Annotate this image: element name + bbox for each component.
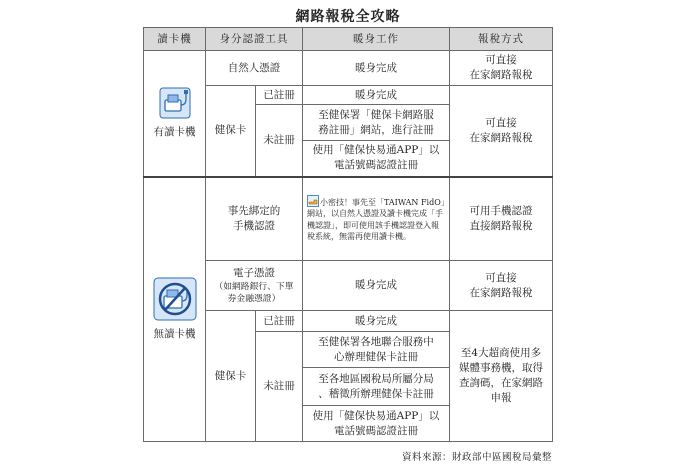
nhi-card-cell: 健保卡 <box>206 86 256 177</box>
ecert-label: 電子憑證 <box>233 267 275 279</box>
group-without-reader-label: 無讀卡機 <box>153 327 196 340</box>
natural-cert-method <box>450 51 553 86</box>
method-line: 在家網路報稅 <box>469 69 533 81</box>
mobile-tip <box>303 177 450 261</box>
work-line: 電話號碼認證註冊 <box>334 159 418 172</box>
registered-work: 暖身完成 <box>303 86 450 105</box>
method-line: 媒體事務機，取得 <box>459 362 543 374</box>
natural-cert-work: 暖身完成 <box>303 51 450 86</box>
method-line: 至4大超商使用多 <box>460 347 542 359</box>
table-header-row <box>144 28 553 51</box>
unregistered-work-2 <box>303 141 450 177</box>
unregistered-work-a <box>303 332 450 368</box>
method-line: 申報 <box>490 392 512 404</box>
group-with-reader-label: 有讀卡機 <box>153 125 196 138</box>
unregistered-cell-2: 未註冊 <box>256 332 303 442</box>
source-note: 資料來源：財政部中區國稅局彙整 <box>401 452 552 463</box>
work-line: 使用「健保快易通APP」以 <box>312 409 440 422</box>
registered-work-2: 暖身完成 <box>303 311 450 332</box>
unregistered-work-b <box>303 368 450 406</box>
method-line: 在家網路報稅 <box>469 131 533 144</box>
nhi-method-2 <box>450 311 553 442</box>
header-filing-method: 報稅方式 <box>450 28 553 51</box>
table-row <box>144 311 553 332</box>
ecert-cell <box>206 261 303 311</box>
method-line: 在家網路報稅 <box>469 286 533 299</box>
group-with-reader <box>144 51 206 177</box>
header-warmup: 暖身工作 <box>303 28 450 51</box>
work-line: 至健保署「健保卡網路服 <box>318 108 434 121</box>
table-row <box>144 51 553 86</box>
ecert-note: 券金融憑證） <box>227 294 281 304</box>
table-row <box>144 177 553 261</box>
table-row <box>144 86 553 105</box>
pointing-hand-icon <box>307 195 319 207</box>
method-line: 查詢碼，在家網路 <box>459 377 543 389</box>
page-title: 網路報稅全攻略 <box>295 9 401 25</box>
work-line: 務註冊」網站，進行註冊 <box>318 123 434 136</box>
method-line: 可直接 <box>485 54 517 66</box>
ecert-method <box>450 261 553 311</box>
work-line: 電話號碼認證註冊 <box>334 424 418 437</box>
mobile-method <box>450 177 553 261</box>
unregistered-work-1 <box>303 105 450 141</box>
method-line: 可直接 <box>485 271 517 284</box>
unregistered-work-c <box>303 406 450 442</box>
unregistered-cell: 未註冊 <box>256 105 303 177</box>
method-line: 可直接 <box>485 116 517 129</box>
group-without-reader <box>144 177 206 442</box>
work-line: 心辦理健保卡註冊 <box>334 350 418 363</box>
work-line: 至各地區國稅局所屬分局 <box>318 372 434 385</box>
ecert-note: （如網路銀行、下單 <box>214 282 294 292</box>
mobile-line: 事先綁定的 <box>227 204 281 217</box>
method-line: 可用手機認證 <box>469 204 533 217</box>
method-line: 直接網路報稅 <box>469 219 533 232</box>
nhi-card-cell-2: 健保卡 <box>206 311 256 442</box>
header-card-reader: 讀卡機 <box>144 28 206 51</box>
tax-filing-table <box>143 27 553 442</box>
no-card-reader-icon <box>153 277 197 321</box>
ecert-work: 暖身完成 <box>303 261 450 311</box>
mobile-tip-text: 小密技！事先至「TAIWAN FidO」網站，以自然人憑證及讀卡機完成「手機認證」，即可使用該手機認證登入報稅系統，無需再使用讀卡機。 <box>307 197 445 242</box>
card-reader-icon <box>159 87 191 119</box>
work-line: 至健保署各地聯合服務中 <box>318 335 434 348</box>
nhi-method <box>450 86 553 177</box>
work-line: 、稽徵所辦理健保卡註冊 <box>318 387 434 400</box>
registered-cell: 已註冊 <box>256 86 303 105</box>
natural-cert-cell: 自然人憑證 <box>206 51 303 86</box>
header-identity-tool: 身分認證工具 <box>206 28 303 51</box>
mobile-cert-cell <box>206 177 303 261</box>
registered-cell-2: 已註冊 <box>256 311 303 332</box>
table-row <box>144 261 553 311</box>
work-line: 使用「健保快易通APP」以 <box>312 144 440 157</box>
mobile-line: 手機認證 <box>233 219 275 232</box>
